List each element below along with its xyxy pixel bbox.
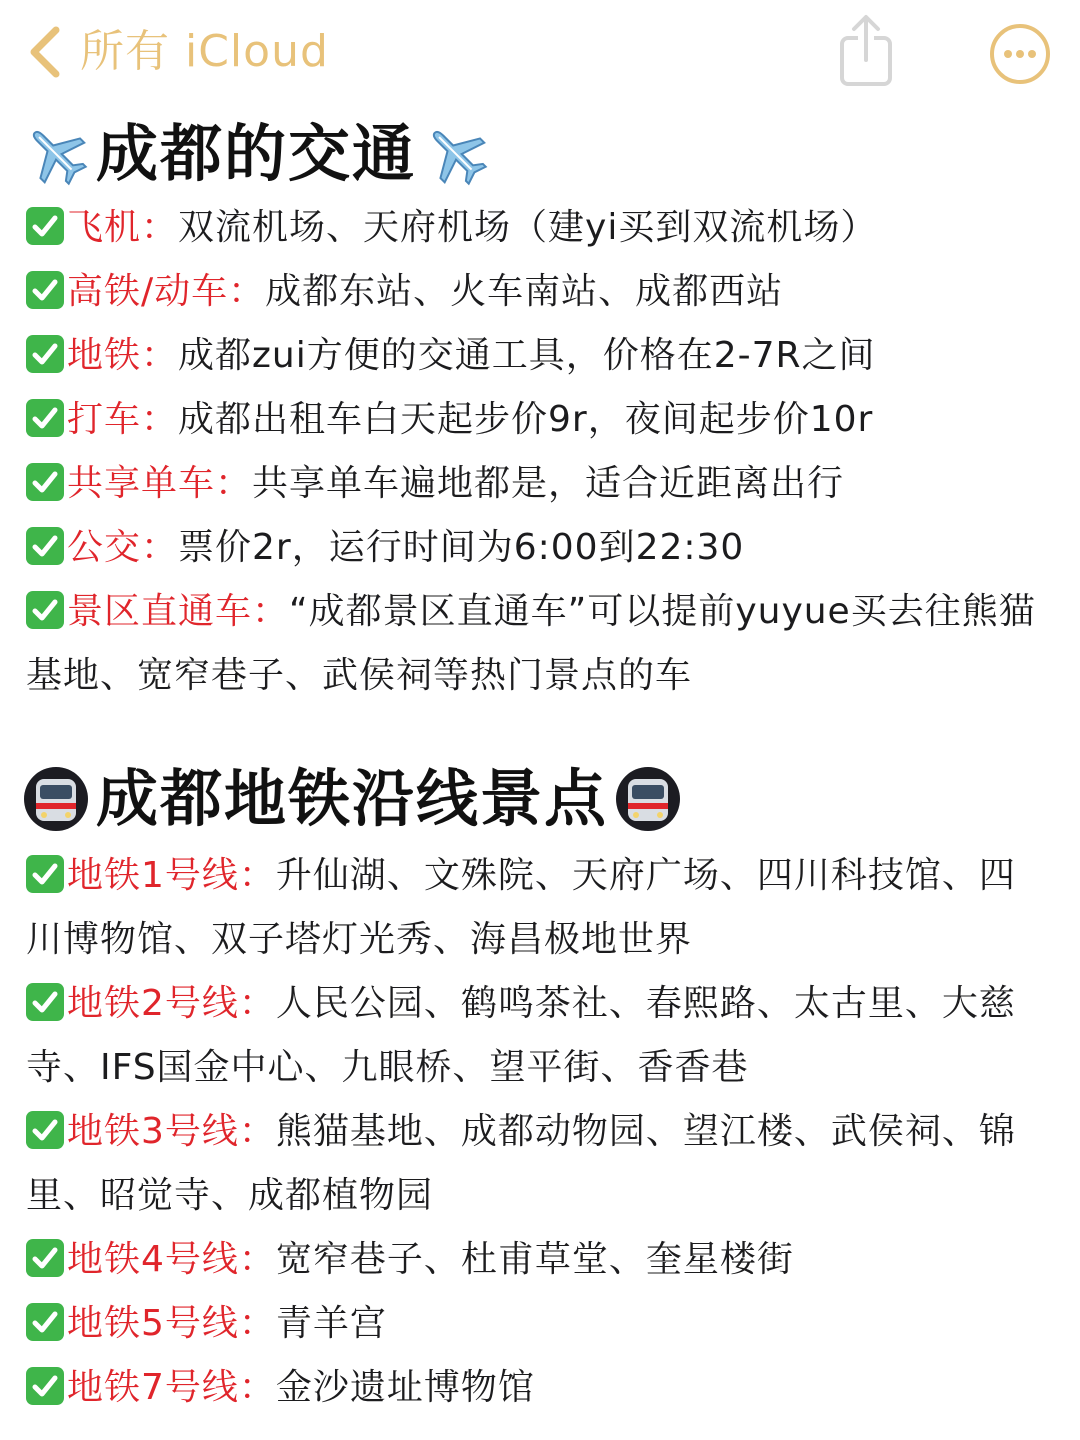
section-heading <box>0 754 1080 844</box>
item-text: 人民公园、鹤鸣茶社、春熙路、太古里、大慈寺、IFS国金中心、九眼桥、望平街、香香巷 <box>26 983 1016 1088</box>
checkmark-icon <box>26 207 64 245</box>
item-text: 共享单车遍地都是，适合近距离出行 <box>252 463 845 504</box>
item-text: 熊猫基地、成都动物园、望江楼、武侯祠、锦里、昭觉寺、成都植物园 <box>26 1111 1016 1216</box>
item-text: “成都景区直通车”可以提前yuyue买去往熊猫基地、宽窄巷子、武侯祠等热门景点的车 <box>26 591 1036 696</box>
list-item <box>0 1356 1080 1420</box>
item-label: 地铁2号线： <box>67 983 276 1024</box>
list-item <box>0 324 1080 388</box>
checkmark-icon <box>26 591 64 629</box>
list-item <box>0 972 1080 1100</box>
checkmark-icon <box>26 855 64 893</box>
item-label: 地铁3号线： <box>67 1111 276 1152</box>
airplane-icon <box>22 120 90 188</box>
metro-section <box>0 754 1080 1420</box>
item-label: 高铁/动车： <box>67 271 266 312</box>
list-item <box>0 1228 1080 1292</box>
item-label: 景区直通车： <box>67 591 290 632</box>
section-title: 成都的交通 <box>96 117 417 190</box>
item-label: 打车： <box>67 399 179 440</box>
transport-section <box>0 112 1080 708</box>
item-text: 双流机场、天府机场（建yi买到双流机场） <box>178 207 878 248</box>
item-text: 青羊宫 <box>275 1303 387 1344</box>
checkmark-icon <box>26 1239 64 1277</box>
item-label: 地铁： <box>67 335 179 376</box>
item-text: 升仙湖、文殊院、天府广场、四川科技馆、四川博物馆、双子塔灯光秀、海昌极地世界 <box>26 855 1016 960</box>
list-item <box>0 516 1080 580</box>
list-item <box>0 260 1080 324</box>
back-label: 所有 iCloud <box>80 26 329 77</box>
list-item <box>0 1292 1080 1356</box>
list-item <box>0 196 1080 260</box>
chevron-left-icon <box>22 22 66 82</box>
item-text: 金沙遗址博物馆 <box>275 1367 535 1408</box>
list-item <box>0 388 1080 452</box>
item-label: 共享单车： <box>67 463 253 504</box>
airplane-icon <box>422 120 490 188</box>
item-label: 地铁1号线： <box>67 855 276 896</box>
item-label: 地铁5号线： <box>67 1303 276 1344</box>
note-content <box>0 112 1080 1420</box>
share-icon[interactable] <box>836 12 896 88</box>
item-text: 成都zui方便的交通工具，价格在2-7R之间 <box>178 335 876 376</box>
checkmark-icon <box>26 463 64 501</box>
item-text: 票价2r，运行时间为6:00到22:30 <box>178 527 745 568</box>
checkmark-icon <box>26 335 64 373</box>
item-text: 宽窄巷子、杜甫草堂、奎星楼街 <box>275 1239 794 1280</box>
section-heading <box>0 112 1080 196</box>
list-item <box>0 580 1080 708</box>
navigation-bar <box>0 0 1080 110</box>
back-button[interactable] <box>22 22 329 82</box>
item-label: 地铁7号线： <box>67 1367 276 1408</box>
item-text: 成都出租车白天起步价9r，夜间起步价10r <box>178 399 874 440</box>
list-item <box>0 1100 1080 1228</box>
item-label: 地铁4号线： <box>67 1239 276 1280</box>
list-item <box>0 452 1080 516</box>
more-ellipsis-icon[interactable] <box>988 22 1052 86</box>
checkmark-icon <box>26 271 64 309</box>
checkmark-icon <box>26 1367 64 1405</box>
checkmark-icon <box>26 983 64 1021</box>
item-label: 飞机： <box>67 207 179 248</box>
checkmark-icon <box>26 1303 64 1341</box>
list-item <box>0 844 1080 972</box>
item-text: 成都东站、火车南站、成都西站 <box>265 271 784 312</box>
metro-train-icon <box>614 765 682 833</box>
section-title: 成都地铁沿线景点 <box>96 762 609 835</box>
metro-train-icon <box>22 765 90 833</box>
section-spacer <box>0 708 1080 754</box>
checkmark-icon <box>26 527 64 565</box>
checkmark-icon <box>26 1111 64 1149</box>
item-label: 公交： <box>67 527 179 568</box>
checkmark-icon <box>26 399 64 437</box>
